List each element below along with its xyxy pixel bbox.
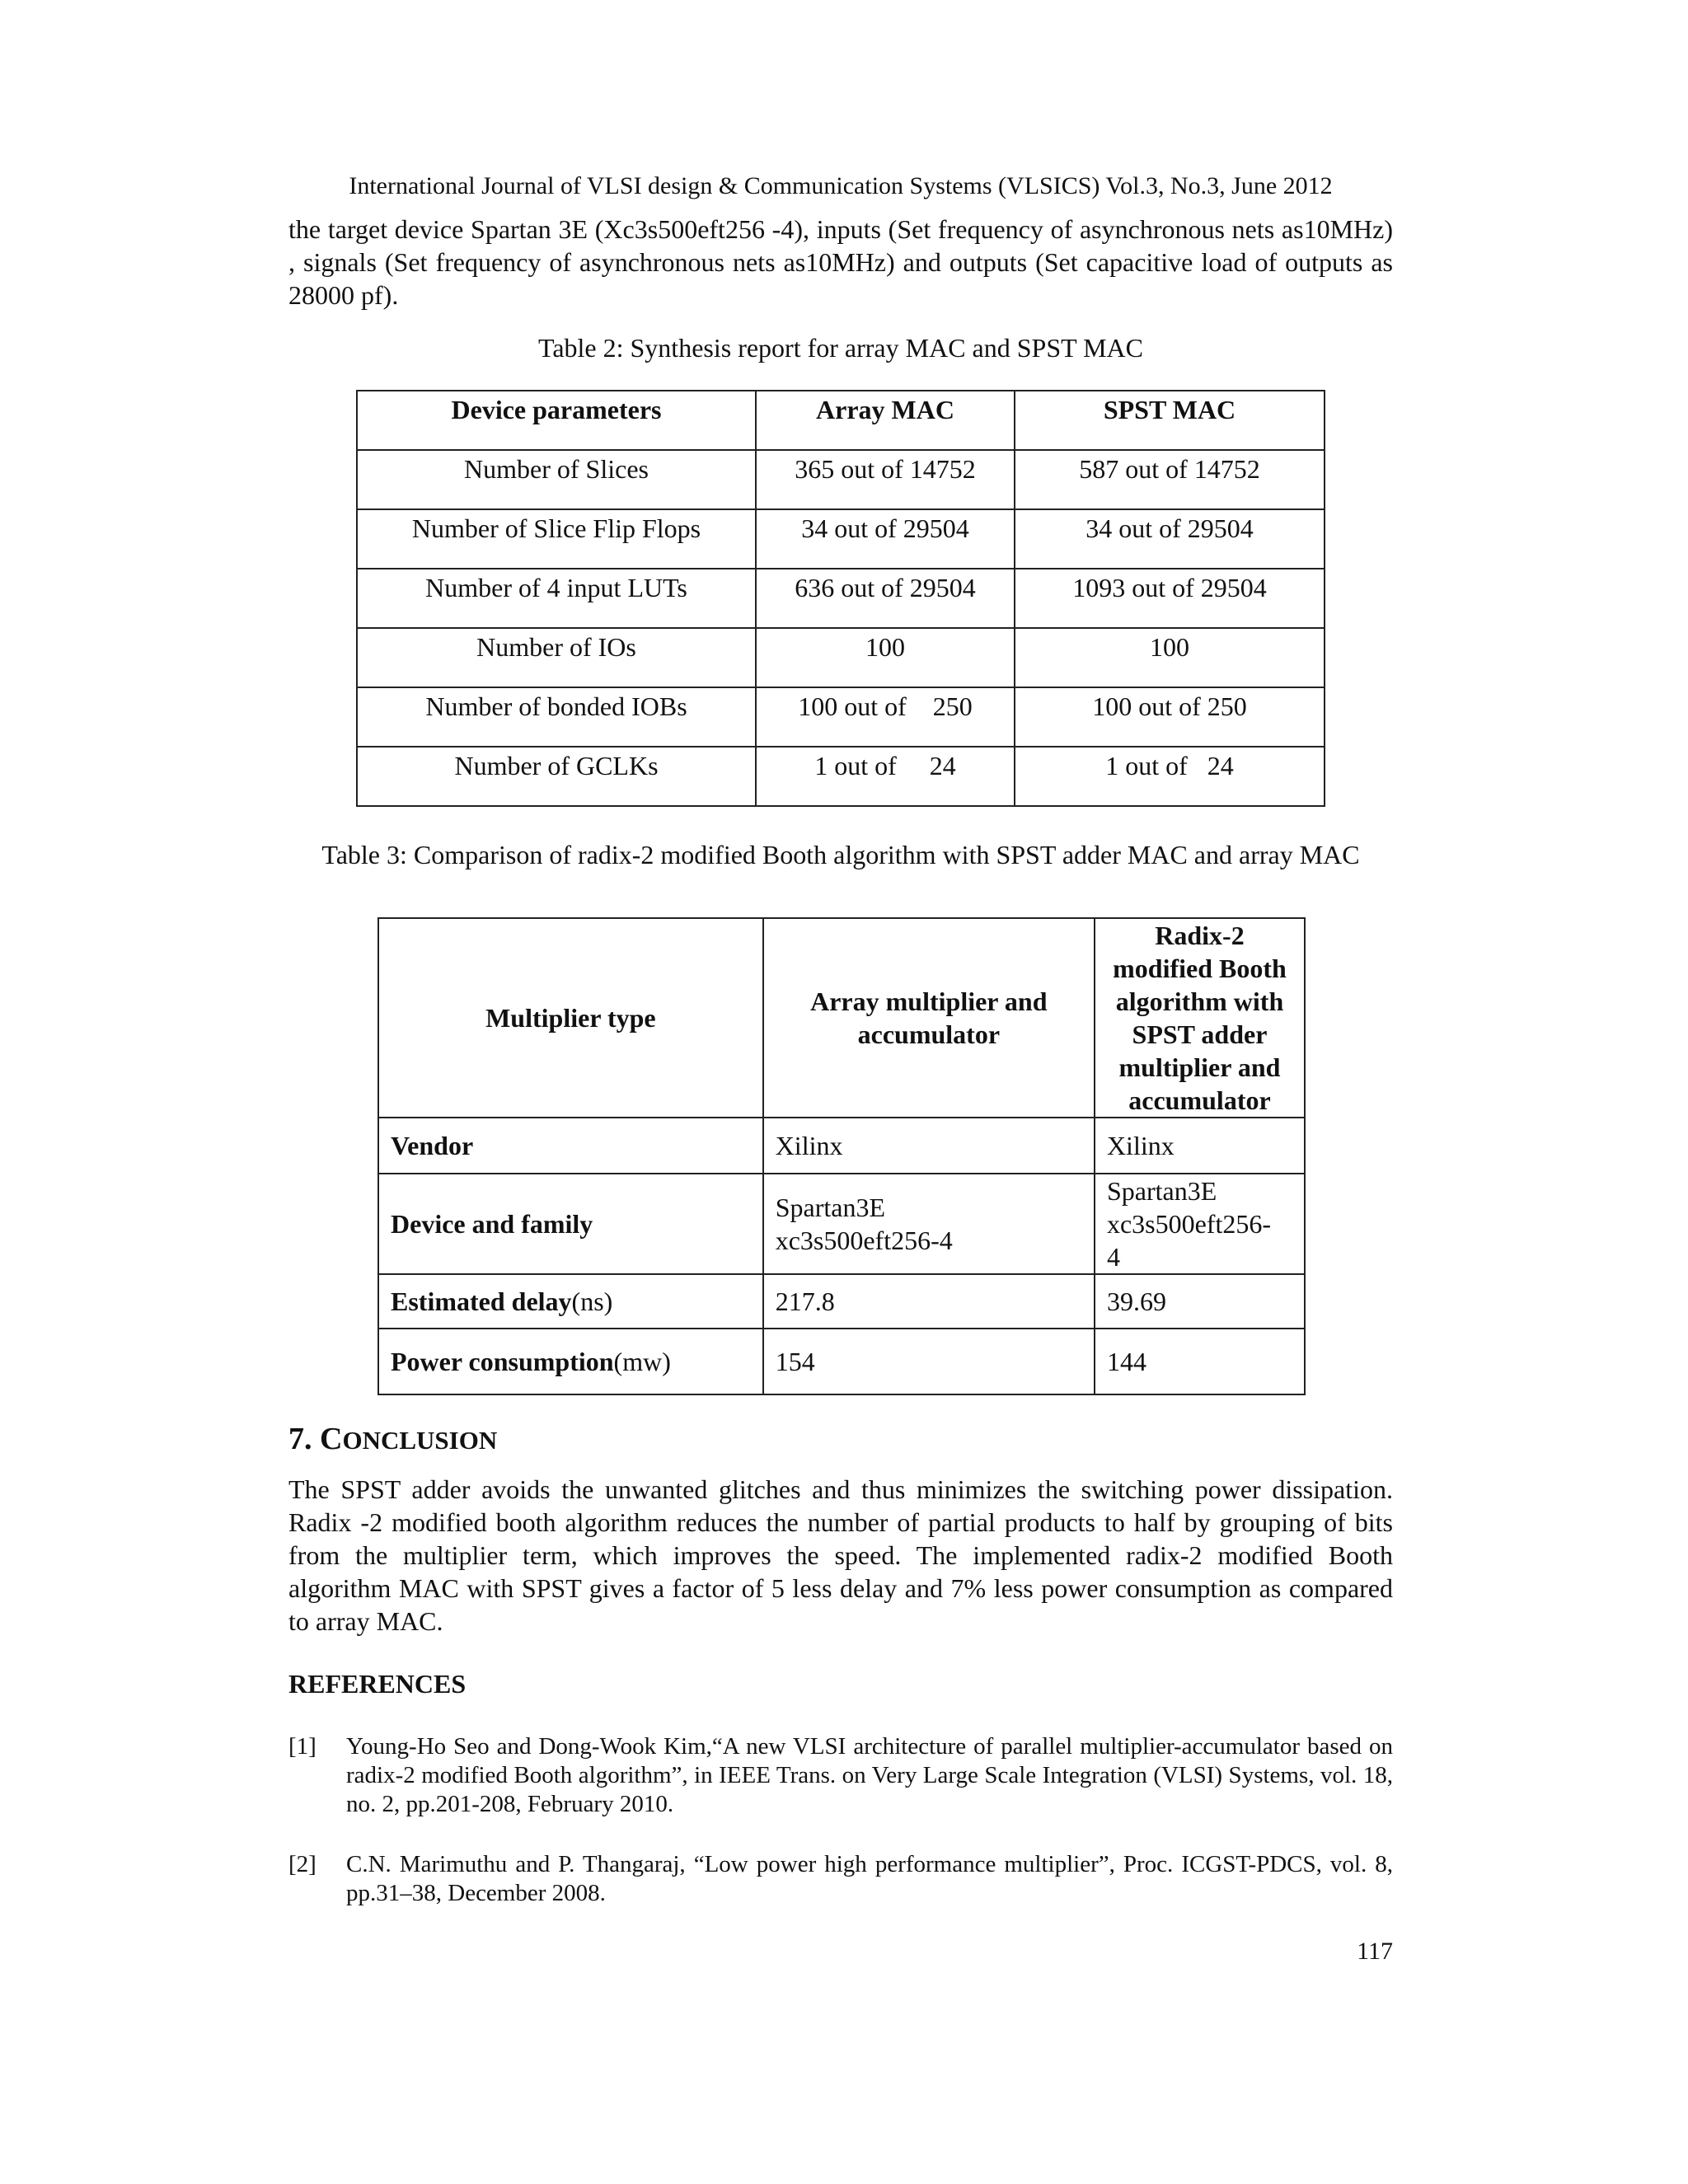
table-row [378, 1174, 1305, 1274]
reference-text: C.N. Marimuthu and P. Thangaraj, “Low power high performance multiplier”, Proc. ICGST-PDCS, vol. 8, pp.31–38, December 2008. [346, 1851, 1393, 1906]
table-cell: Number of GCLKs [357, 747, 756, 806]
column-header: Multiplier type [378, 918, 763, 1118]
table2-caption: Table 2: Synthesis report for array MAC and SPST MAC [538, 333, 1143, 363]
intro-paragraph: the target device Spartan 3E (Xc3s500eft256 -4), inputs (Set frequency of asynchronous nets as10MHz) , signals (Set frequency of asynchronous nets as10MHz) and outputs (Set capacitive load of outputs as 28000 pf). [288, 214, 1393, 310]
section-title-rest: ONCLUSION [342, 1426, 498, 1455]
table-cell: 100 [1015, 628, 1325, 687]
table-cell: Number of bonded IOBs [357, 687, 756, 747]
table-cell: Number of 4 input LUTs [357, 569, 756, 628]
table-cell: 217.8 [763, 1274, 1095, 1329]
row-label-text: Vendor [391, 1131, 474, 1160]
table-row [357, 747, 1325, 806]
column-header: Device parameters [357, 391, 756, 450]
table-cell: 144 [1095, 1329, 1305, 1394]
comparison-table [377, 917, 1306, 1395]
synthesis-report-table [356, 390, 1325, 807]
table-cell: 1 out of 24 [1015, 747, 1325, 806]
row-label-unit: (ns) [571, 1286, 613, 1316]
row-label-text: Estimated delay [391, 1286, 572, 1316]
column-header: Radix-2 modified Booth algorithm with SPST adder multiplier and accumulator [1095, 918, 1305, 1118]
table-header-row [378, 918, 1305, 1118]
table-cell: 39.69 [1095, 1274, 1305, 1329]
table-cell: Xilinx [1095, 1118, 1305, 1174]
table-cell: 100 out of 250 [756, 687, 1015, 747]
row-label-unit: (mw) [613, 1347, 671, 1376]
table-cell: Number of IOs [357, 628, 756, 687]
reference-number: [2] [288, 1851, 316, 1877]
row-label-text: Device and family [391, 1209, 593, 1239]
table-cell: Spartan3E xc3s500eft256-4 [1095, 1174, 1305, 1274]
table-row [378, 1329, 1305, 1394]
reference-number: [1] [288, 1733, 316, 1760]
reference-item [288, 1850, 1393, 1908]
row-label [378, 1274, 763, 1329]
table-cell: Xilinx [763, 1118, 1095, 1174]
references-heading: REFERENCES [288, 1669, 467, 1699]
table-cell: 100 [756, 628, 1015, 687]
column-header: Array MAC [756, 391, 1015, 450]
table-cell: Number of Slices [357, 450, 756, 509]
table-cell: 154 [763, 1329, 1095, 1394]
table-cell: 636 out of 29504 [756, 569, 1015, 628]
table-row [357, 450, 1325, 509]
table-cell: Number of Slice Flip Flops [357, 509, 756, 569]
conclusion-paragraph: The SPST adder avoids the unwanted glitches and thus minimizes the switching power dissipation. Radix -2 modified booth algorithm reduces the number of partial products to half by grouping of bits from the multiplier term, which improves the speed. The implemented radix-2 modified Booth algorithm MAC with SPST gives a factor of 5 less delay and 7% less power consumption as compared to array MAC. [288, 1474, 1393, 1636]
table-row [357, 687, 1325, 747]
running-header: International Journal of VLSI design & Communication Systems (VLSICS) Vol.3, No.3, June 2012 [349, 172, 1333, 199]
table-cell: 34 out of 29504 [1015, 509, 1325, 569]
table-cell: 34 out of 29504 [756, 509, 1015, 569]
row-label [378, 1329, 763, 1394]
table-row [357, 509, 1325, 569]
table3-caption: Table 3: Comparison of radix-2 modified Booth algorithm with SPST adder MAC and array MAC [321, 840, 1360, 869]
reference-text: Young-Ho Seo and Dong-Wook Kim,“A new VLSI architecture of parallel multiplier-accumulator based on radix-2 modified Booth algorithm”, in IEEE Trans. on Very Large Scale Integration (VLSI) Systems, vol. 18, no. 2, pp.201-208, February 2010. [346, 1733, 1393, 1817]
section-number: 7. [288, 1422, 320, 1456]
table-cell: 100 out of 250 [1015, 687, 1325, 747]
table-cell: 365 out of 14752 [756, 450, 1015, 509]
table-row [357, 628, 1325, 687]
table-cell: Spartan3E xc3s500eft256-4 [763, 1174, 1095, 1274]
row-label [378, 1118, 763, 1174]
row-label [378, 1174, 763, 1274]
table-row [357, 569, 1325, 628]
table-cell: 1093 out of 29504 [1015, 569, 1325, 628]
section-title-initial: C [320, 1422, 343, 1456]
table-header-row [357, 391, 1325, 450]
section-heading [288, 1419, 497, 1460]
reference-item [288, 1732, 1393, 1819]
table-cell: 587 out of 14752 [1015, 450, 1325, 509]
table-row [378, 1118, 1305, 1174]
table-cell: 1 out of 24 [756, 747, 1015, 806]
table-row [378, 1274, 1305, 1329]
row-label-text: Power consumption [391, 1347, 614, 1376]
column-header: Array multiplier and accumulator [763, 918, 1095, 1118]
page-number: 117 [1357, 1938, 1393, 1965]
column-header: SPST MAC [1015, 391, 1325, 450]
